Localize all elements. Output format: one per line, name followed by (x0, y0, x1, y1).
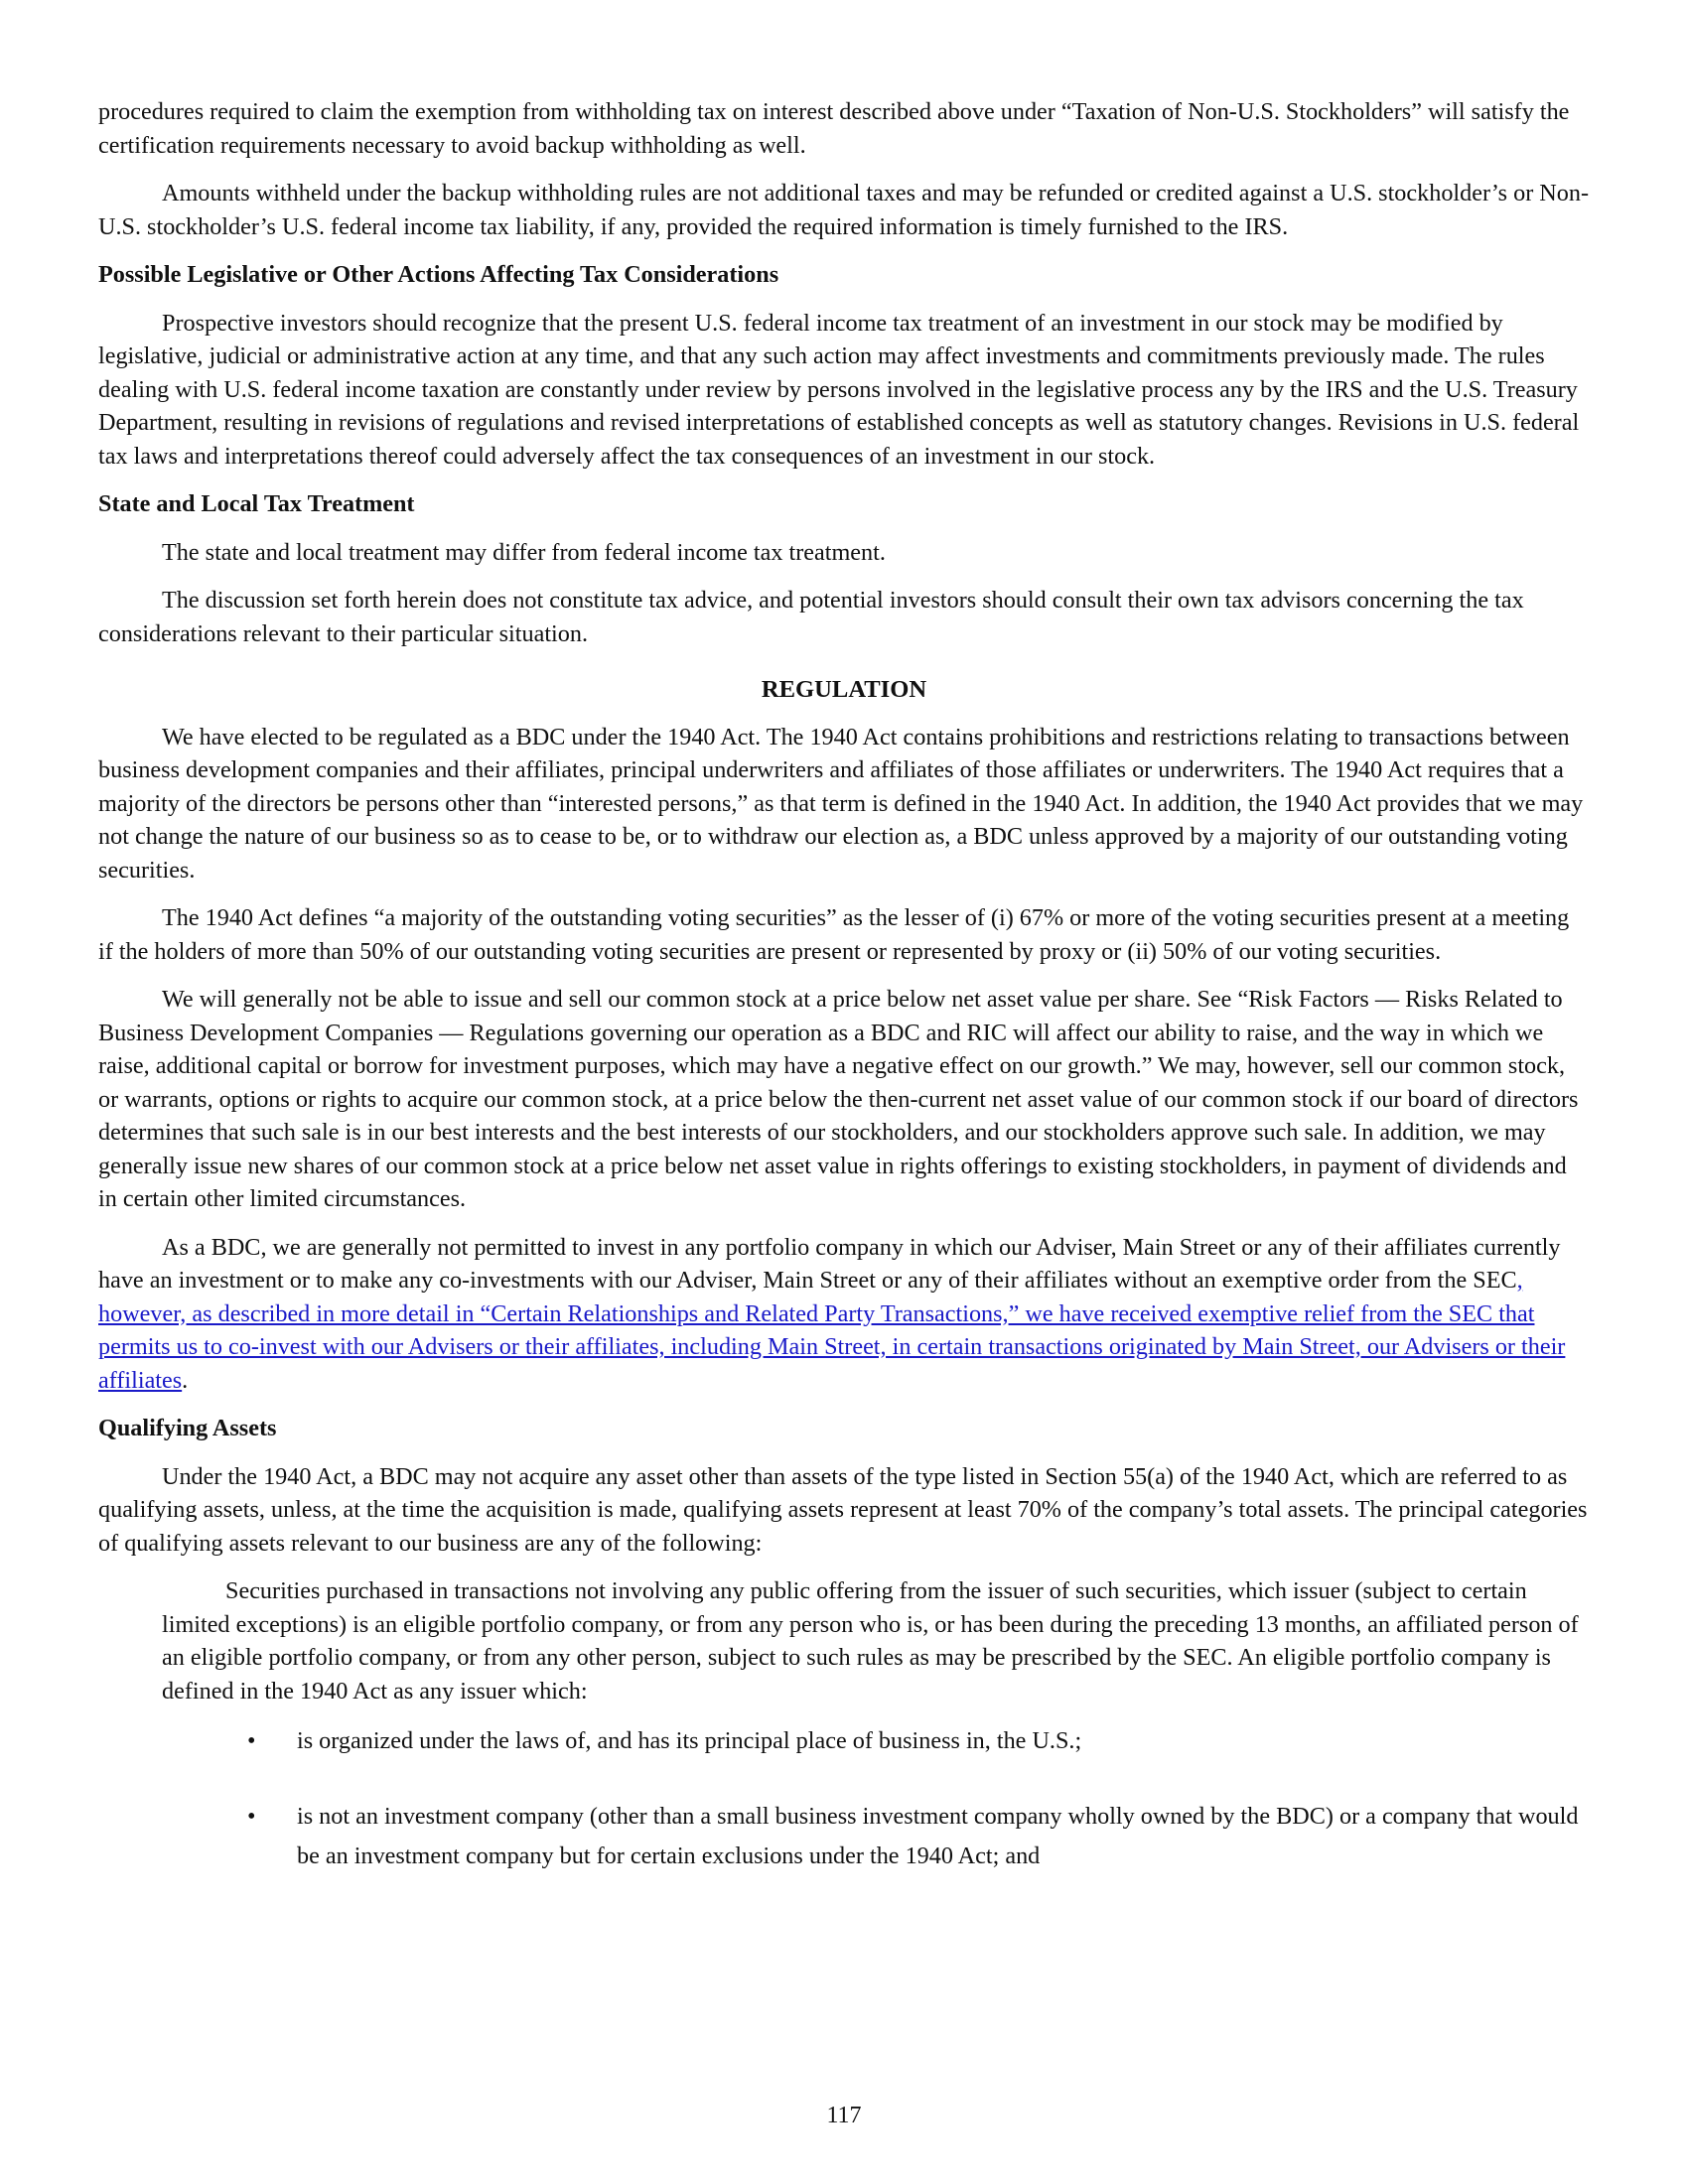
qualifying-paragraph-1: Under the 1940 Act, a BDC may not acquire any asset other than assets of the type listed in Section 55(a) of the 1940 Act, which are referred to as qualifying assets, unless, at the time the acquisition is made, qualifying assets represent at least 70% of the company’s total assets. The principal categories of qualifying assets relevant to our business are any of the following: (98, 1462, 1588, 1557)
regulation-paragraph-2: The 1940 Act defines “a majority of the outstanding voting securities” as the lesser of (i) 67% or more of the voting securities present at a meeting if the holders of more than 50% of our outstanding voting securities are present or represented by proxy or (ii) 50% of our voting securities. (98, 904, 1570, 965)
regulation-heading: REGULATION (761, 676, 927, 703)
qualifying-paragraph-2: Securities purchased in transactions not involving any public offering from the issuer of such securities, which issuer (subject to certain limited exceptions) is an eligible portfolio company, or from any person who is, or has been during the preceding 13 months, an affiliated person of an eligible portfolio company, or from any other person, subject to such rules as may be prescribed by the SEC. An eligible portfolio company is defined in the 1940 Act as any issuer which: (162, 1577, 1579, 1705)
regulation-paragraph-4-end: . (182, 1366, 189, 1394)
list-item-text: is not an investment company (other than a small business investment company wholly owned by the BDC) or a company that would be an investment company but for certain exclusions under the 1940 Act; and (297, 1803, 1579, 1869)
legislative-paragraph: Prospective investors should recognize that the present U.S. federal income tax treatment of an investment in our stock may be modified by legislative, judicial or administrative action at any time, and that any such action may affect investments and commitments previously made. The rules dealing with U.S. federal income taxation are constantly under review by persons involved in the legislative process any by the IRS and the U.S. Treasury Department, resulting in revisions of regulations and revised interpretations of established concepts as well as statutory changes. Revisions in U.S. federal tax laws and interpretations thereof could adversely affect the tax consequences of an investment in our stock. (98, 309, 1580, 470)
bullet-icon: • (247, 1727, 256, 1754)
bullet-icon: • (247, 1803, 256, 1830)
intro-paragraph-1: procedures required to claim the exemption from withholding tax on interest described above under “Taxation of Non-U.S. Stockholders” will satisfy the certification requirements necessary to avoid backup withholding as well. (98, 98, 1570, 159)
state-local-paragraph-1: The state and local treatment may differ from federal income tax treatment. (162, 538, 886, 566)
section-heading-state-local: State and Local Tax Treatment (98, 490, 415, 517)
list-item-text: is organized under the laws of, and has its principal place of business in, the U.S.; (297, 1727, 1082, 1754)
section-heading-qualifying-assets: Qualifying Assets (98, 1415, 277, 1441)
list-item (247, 1797, 1590, 1876)
page-number: 117 (826, 2103, 862, 2128)
intro-paragraph-2: Amounts withheld under the backup withholding rules are not additional taxes and may be refunded or credited against a U.S. stockholder’s or Non-U.S. stockholder’s U.S. federal income tax liability, if any, provided the required information is timely furnished to the IRS. (98, 180, 1590, 240)
list-item (247, 1721, 1590, 1761)
document-page (98, 95, 1590, 1912)
regulation-paragraph-1: We have elected to be regulated as a BDC under the 1940 Act. The 1940 Act contains prohibitions and restrictions relating to transactions between business development companies and their affiliates, principal underwriters and affiliates of those affiliates or underwriters. The 1940 Act requires that a majority of the directors be persons other than “interested persons,” as that term is defined in the 1940 Act. In addition, the 1940 Act provides that we may not change the nature of our business so as to cease to be, or to withdraw our election as, a BDC unless approved by a majority of our outstanding voting securities. (98, 723, 1584, 884)
exemptive-relief-link[interactable]: , however, as described in more detail in “Certain Relationships and Related Party Transactions,” we have received exemptive relief from the SEC that permits us to co-invest with our Advisers or their affiliates, including Main Street, in certain transactions originated by Main Street, our Advisers or their affiliates (98, 1267, 1566, 1394)
regulation-paragraph-3: We will generally not be able to issue and sell our common stock at a price below net asset value per share. See “Risk Factors — Risks Related to Business Development Companies — Regulations governing our operation as a BDC and RIC will affect our ability to raise, and the way in which we raise, additional capital or borrow for investment purposes, which may have a negative effect on our growth.” We may, however, sell our common stock, or warrants, options or rights to acquire our common stock, at a price below the then-current net asset value of our common stock if our board of directors determines that such sale is in our best interests and the best interests of our stockholders, and our stockholders approve such sale. In addition, we may generally issue new shares of our common stock at a price below net asset value in rights offerings to existing stockholders, in payment of dividends and in certain other limited circumstances. (98, 986, 1579, 1212)
section-heading-legislative: Possible Legislative or Other Actions Affecting Tax Considerations (98, 261, 779, 288)
state-local-paragraph-2: The discussion set forth herein does not constitute tax advice, and potential investors should consult their own tax advisors concerning the tax considerations relevant to their particular situation. (98, 587, 1524, 647)
regulation-paragraph-4-text: As a BDC, we are generally not permitted to invest in any portfolio company in which our Adviser, Main Street or any of their affiliates currently have an investment or to make any co-investments with our Adviser, Main Street or any of their affiliates without an exemptive order from the SEC (98, 1233, 1561, 1294)
eligible-company-criteria-list (98, 1721, 1590, 1876)
regulation-paragraph-4 (98, 1231, 1590, 1398)
